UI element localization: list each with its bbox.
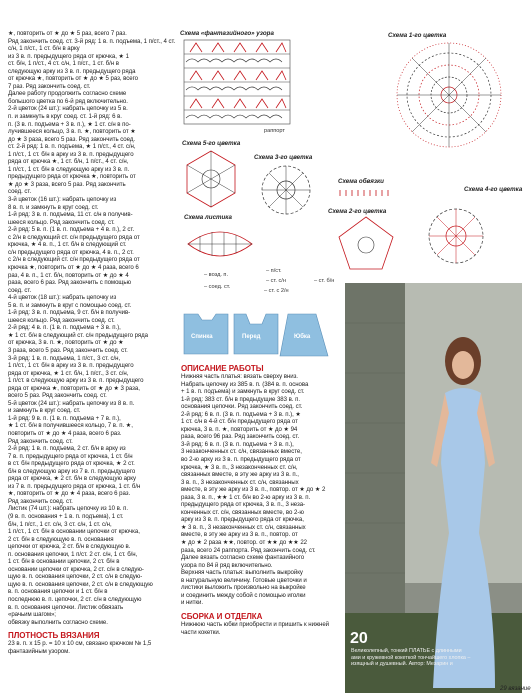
work-text-line: Набрать цепочку из 385 в. п. (384 в. п. основа [181, 380, 309, 388]
left-text-line: и замкнуть в круг соед. ст. [8, 407, 81, 415]
left-text-line: повторить от ★ до ★ 4 раза, всего 6 раз. [8, 429, 122, 437]
left-text-line: последнюю в. п. цепочки, 2 ст. с/н в следующую [8, 596, 142, 604]
left-text-line: из 7 в. п. предыдущего ряда от крючка, 1 ст. б/н [8, 482, 141, 490]
flower4-caption: Схема 4-го цветка [464, 186, 523, 193]
left-text-line: 1 п/ст., 1 ст. б/н в основании цепочки от крючка, [8, 528, 140, 536]
assembly-text: Нижнюю часть юбки приобрести и пришить к нижней части кокетки. [181, 620, 330, 636]
flower4-diagram [424, 204, 488, 268]
left-text-line: ряда от крючка ★, повторить от ★ до ★ 3 раза, [8, 384, 140, 392]
legend-half-st: – п/ст. [266, 268, 282, 274]
left-text-line: 1 п/ст., 1 ст. б/н в арку из 3 в. п. предыдущего [8, 362, 134, 370]
left-text-line: раза, всего 6 раз. Ряд закончить с помощью [8, 279, 132, 287]
page-number: 29 [500, 686, 507, 692]
work-text-line: раза, всего 24 раппорта. Ряд закончить соед. ст. [181, 546, 316, 554]
garment-scheme [182, 306, 332, 360]
left-text-line: 1 п/ст., 1 ст. б/н в арку из 3 в. п. предыдущего [8, 150, 134, 158]
work-text-line: + 1 в. п. подъема) и замкнуть в круг соед. ст. [181, 388, 305, 396]
edging-caption: Схема обвязки [338, 178, 384, 185]
left-text-line: раз, 4 в. п., 1 ст. б/н, повторить от ★ до ★ 4 [8, 271, 129, 279]
work-text-line: узора по 84 й ряд включительно. [181, 561, 273, 569]
left-text-line: п. и замкнуть в круг соед. ст. 1-й ряд: 6 в. [8, 113, 122, 121]
flower1-caption: Схема 1-го цветка [388, 32, 447, 39]
work-text-line: раза, 3 в. п., ★★ 1 ст. б/н во 2-ю арку из 3 в. п. [181, 493, 311, 501]
left-text-line: 1-й ряд: 3 в. п. подъема, 9 ст. б/н в получив- [8, 309, 131, 317]
left-text-line: ряда от крючка, ★ 1 ст. б/н, 1 п/ст., 3 ст. с/н, [8, 369, 129, 377]
left-text-line: 5-й цветок (24 шт.): набрать цепочку из 8 в. п. [8, 399, 135, 407]
left-text-line: п. основания цепочки, 1 п/ст. 2 ст. с/н, 1 ст. б/н, [8, 550, 138, 558]
work-text-line: вместе, в эту же арку из 3 в. п., повтор. от ★ до ★ 2 [181, 486, 326, 494]
left-text-line: с 2/н в следующий ст. с/н предыдущего ряда от [8, 233, 140, 241]
work-text-line: и соединить между собой с помощью иголки [181, 591, 306, 599]
flower2-diagram [336, 214, 396, 272]
left-text-line: 7 в. п. предыдущего ряда от крючка, 1 ст. б/н [8, 452, 133, 460]
left-text-line: ряда от крючка ★, 1 ст. б/н, 1 п/ст., 4 ст. с/н, [8, 158, 129, 166]
work-text-line: 3-й ряд: 6 в. п. (3 в. п. подъема + 3 в. п.), [181, 440, 294, 448]
left-text-line: от крючка, 3 в. п. ★, повторить от ★ до ★ [8, 339, 124, 347]
left-text-line: 7 раз. Ряд закончить соед. ст. [8, 82, 91, 90]
left-text-column [8, 30, 176, 655]
left-text-line: всего 5 раз. Ряд закончить соед. ст. [8, 392, 107, 400]
left-text-line: б/н в следующую арку из 7 в. п. предыдущего [8, 467, 136, 475]
left-text-line: 3-й ряд: 1 в. п. подъема, 1 п/ст., 3 ст. с/н, [8, 354, 121, 362]
work-text-line: в натуральную величину. Готовые цветочки и [181, 576, 307, 584]
left-text-line: 2-й ряд: 4 в. п. (1 в. п. подъема + 3 в. п.), [8, 324, 121, 332]
left-text-line: 2-й ряд: 1 в. п. подъема, 2 ст. б/н в арку из [8, 445, 126, 453]
left-text-line: ★ 1 ст. б/н в следующий ст. с/н предыдущего ряда [8, 331, 149, 339]
legend-dc2: – ст. с 2/н [264, 288, 289, 294]
left-text-line: 3-й цветок (16 шт.): набрать цепочку из [8, 196, 117, 204]
back-piece-label: Спинка [191, 334, 213, 340]
photo-caption: Великолепный, тонкий ПЛАТЬЕ с длинными ами и кружевной кокеткой тончайшего хлопка – изящный и душевный. Автор: Мезарин и [351, 648, 471, 668]
left-text-line: с 2/н в следующий ст. с/н предыдущего ряда от [8, 256, 140, 264]
left-text-line: предыдущего ряда от крючка ★, повторить от [8, 173, 136, 181]
magazine-name: вязание [508, 686, 531, 692]
work-text-line: конченных ст. с/н, связанных вместе, во 2-ю [181, 508, 304, 516]
left-text-line: 2-й ряд: 5 в. п. (1 в. п. подъема + 4 в. п.), 2 ст. [8, 226, 135, 234]
left-text-line: Ряд закончить соед. ст. 3-й ряд: 1 в. п. подъема, 1 п/ст., 4 ст. с/н, 1 п/ст., 1 ст. б/н в арку [8, 37, 176, 53]
work-text-line: вместе, в эту же арку из 3 в. п., повтор. от [181, 531, 298, 539]
work-text-line: Верхняя часть платья: выполнить выкройку [181, 569, 303, 577]
work-heading: ОПИСАНИЕ РАБОТЫ [181, 364, 264, 373]
left-text-line: Листик (74 шт.): набрать цепочку из 10 в. п. [8, 505, 128, 513]
edging-diagram [338, 188, 394, 198]
dress-photo [345, 283, 522, 693]
left-text-line: 1-й ряд: 9 в. п. (1 в. п. подъема + 7 в. п.), [8, 414, 121, 422]
fancy-pattern-diagram [182, 38, 292, 128]
work-text-line: Нижняя часть платья: вязать сверху вниз. [181, 373, 298, 380]
left-text-line: 8 в. п. и замкнуть в круг соед. ст. [8, 203, 99, 211]
left-text-line: ★, повторить от ★ до ★ 4 раза, всего 6 раз. [8, 490, 131, 498]
work-text-line: ★ до ★ 2 раза ★★, повтор. от ★★ до ★★ 22 [181, 539, 308, 547]
flower2-caption: Схема 2-го цветка [328, 208, 387, 215]
left-text-line: ★ 1 ст. б/н в получившееся кольцо, 7 в. п. ★, [8, 422, 133, 430]
left-text-line: в ст. б/н предыдущего ряда от крючка, ★ 2 ст. [8, 460, 135, 468]
left-text-line: Ряд закончить соед. ст. [8, 437, 73, 445]
legend-chain: – возд. п. [204, 272, 229, 278]
page-footer [500, 686, 531, 692]
photo-illustration [345, 283, 522, 693]
work-text-line: связанных вместе, в эту же арку из 3 в. п., [181, 471, 299, 479]
work-text-line: арку из 3 в. п. предыдущего ряда от крючка, [181, 516, 304, 524]
left-text-line: ★ до ★ 3 раза, всего 5 раз. Ряд закончить [8, 180, 126, 188]
left-text-line: б/н, 1 п/ст., 1 ст. с/н, 3 ст. с/н, 1 ст. с/н, [8, 520, 112, 528]
work-text-line: 3 незаконченных ст. с/н, связанных вместе, [181, 448, 302, 456]
density-text: 23 в. п. х 15 р. = 10 х 10 см, связано крючком № 1,5 фантазийным узором. [8, 640, 152, 655]
middle-text-column [181, 359, 345, 636]
left-text-line: ряда от крючка, ★ 2 ст. б/н в следующую арку [8, 475, 136, 483]
left-text-line: ★, повторить от ★ до ★ 5 раз, всего 7 раз. [8, 30, 127, 37]
work-text-line: 1-й ряд: 383 ст. б/н в предыдущие 383 в. п. [181, 395, 300, 403]
front-piece-label: Перед [242, 334, 261, 340]
left-text-line: цепочки от крючка, 2 ст. б/н в следующую в. [8, 543, 131, 551]
left-text-line: с/н предыдущего ряда от крючка, 4 в. п., 2 ст. [8, 248, 134, 256]
flower5-diagram [182, 148, 240, 210]
work-text-line: раза, всего 96 раз. Ряд закончить соед. ст. [181, 433, 300, 441]
work-text-line: ★ 3 в. п., 3 незаконченных ст. с/н, связанных [181, 523, 306, 531]
leaf-caption: Схема листика [184, 214, 232, 221]
work-text-line: листики выложить произвольно на выкройке [181, 584, 306, 592]
left-text-line: 1 п/ст. в следующую арку из 3 в. п. предыдущего [8, 377, 144, 385]
left-text-line: в. п. основания цепочки. Листик обвязать [8, 603, 124, 611]
left-text-line: п. (3 в. п. подъема + 3 в. п.), ★ 1 ст. с/н в по- [8, 120, 131, 128]
left-text-line: из 3 в. п. предыдущего ряда от крючка, ★ 1 [8, 52, 129, 60]
item-number: 20 [350, 630, 368, 647]
left-text-line: следующую арку из 3 в. п. предыдущего ряда [8, 67, 136, 75]
work-text-line: 1 ст. с/н в 4-й ст. б/н предыдущего ряда от [181, 418, 298, 426]
work-text-line: Далее вязать согласно схеме фантазийного [181, 554, 305, 562]
left-text-line: (9 в. п. основания + 1 в. п. подъема), 1 ст. [8, 513, 124, 520]
assembly-heading: СБОРКА И ОТДЕЛКА [181, 611, 263, 621]
flower3-caption: Схема 3-го цветка [254, 154, 313, 161]
left-text-line: ст. б/н, 1 п/ст., 4 ст. с/н, 1 п/ст., 1 ст. б/н в [8, 60, 119, 68]
rapport-label: раппорт [264, 128, 285, 134]
left-text-line: соед. ст. [8, 286, 32, 294]
flower3-diagram [258, 162, 314, 218]
work-text-line: во 2-ю арку из 3 в. п. предыдущего ряда от [181, 456, 301, 464]
left-text-line: соед. ст. [8, 188, 32, 196]
legend-dc: – ст. с/н [266, 278, 286, 284]
left-text-line: 2-й цветок (24 шт.): набрать цепочку из 5 в. [8, 105, 128, 113]
skirt-piece-label: Юбка [294, 334, 311, 340]
work-text-line: 2-й ряд: 6 в. п. (3 в. п. подъема + 3 в. п.), ★ [181, 410, 301, 418]
left-text-line: в. п. основания цепочки и 1 ст. б/н в [8, 588, 108, 596]
left-text-line: шееся кольцо. Ряд закончить соед. ст. [8, 218, 115, 226]
left-text-line: щую в. п. основания цепочки, 2 ст. с/н в следующую [8, 580, 153, 588]
left-text-line: 1-й ряд: 3 в. п. подъема, 11 ст. с/н в получив- [8, 211, 133, 219]
left-text-line: Далее работу продолжить согласно схеме [8, 90, 127, 98]
left-text-line: 5 в. п. и замкнуть в круг с помощью соед. ст. [8, 301, 132, 309]
left-text-line: Ряд закончить соед. ст. [8, 497, 73, 505]
left-text-line: 3 раза, всего 5 раз. Ряд закончить соед. ст. [8, 346, 128, 354]
left-text-line: крючка, ★ 4 в. п., 1 ст. б/н в следующий ст. [8, 241, 127, 249]
left-text-line: до ★ 3 раза, всего 5 раз. Ряд закончить соед. [8, 135, 135, 143]
density-heading: ПЛОТНОСТЬ ВЯЗАНИЯ [8, 631, 100, 641]
work-text-line: 3 в. п., 3 незаконченных ст. с/н, связанных [181, 478, 299, 486]
left-text-line: ст. 2-й ряд: 1 в. п. подъема, ★ 1 п/ст., 4 ст. с/н, [8, 143, 136, 151]
left-text-line: 2 ст. б/н в следующую в. п. основания [8, 535, 114, 543]
work-text-line: и нитки. [181, 599, 204, 607]
leaf-diagram [184, 222, 256, 266]
left-text-line: «рачьим шагом»; [8, 611, 56, 619]
work-text-line: основания цепочки. Ряд закончить соед. ст. [181, 403, 303, 411]
fancy-pattern-caption: Схема «фантазийного» узора [180, 30, 274, 37]
left-text-line: лучившееся кольцо, 3 в. п. ★, повторить от ★ [8, 128, 136, 136]
flower1-diagram [390, 40, 508, 150]
left-text-line: от крючка ★, повторить от ★ до ★ 5 раз, всего [8, 75, 138, 83]
legend-slip: – соед. ст. [204, 284, 231, 290]
left-text-line: 1 п/ст., 1 ст. б/н в следующую арку из 3 в. п. [8, 165, 130, 173]
left-text-line: основании цепочки от крючка, 2 ст. с/н в следую- [8, 565, 144, 573]
left-text-line: щую в. п. основания цепочки, 2 ст. с/н в следую- [8, 573, 143, 581]
work-text-line: крючка, ★ 3 в. п., 3 незаконченных ст. с/н, [181, 463, 298, 471]
left-text-line: 1 ст. б/н в основании цепочки, 2 ст. б/н в [8, 558, 120, 566]
flower5-caption: Схема 5-го цветка [182, 140, 241, 147]
work-text-line: предыдущего ряда от крючка, 3 в. п., 3 неза- [181, 501, 306, 509]
left-text-line: крючка ★, повторить от ★ до ★ 4 раза, всего 6 [8, 263, 139, 271]
left-text-line: шееся кольцо. Ряд закончить соед. ст. [8, 316, 115, 324]
work-lines [181, 373, 345, 607]
work-text-line: крючка, 3 в. п. ★, повторить от ★ до ★ 94 [181, 425, 298, 433]
left-text-line: обвязку выполнить согласно схеме. [8, 618, 108, 626]
left-text-line: большого цветка по 6-й ряд включительно. [8, 97, 128, 105]
left-text-line: 4-й цветок (18 шт.): набрать цепочку из [8, 294, 117, 302]
legend-sc: – ст. б/н [314, 278, 335, 284]
